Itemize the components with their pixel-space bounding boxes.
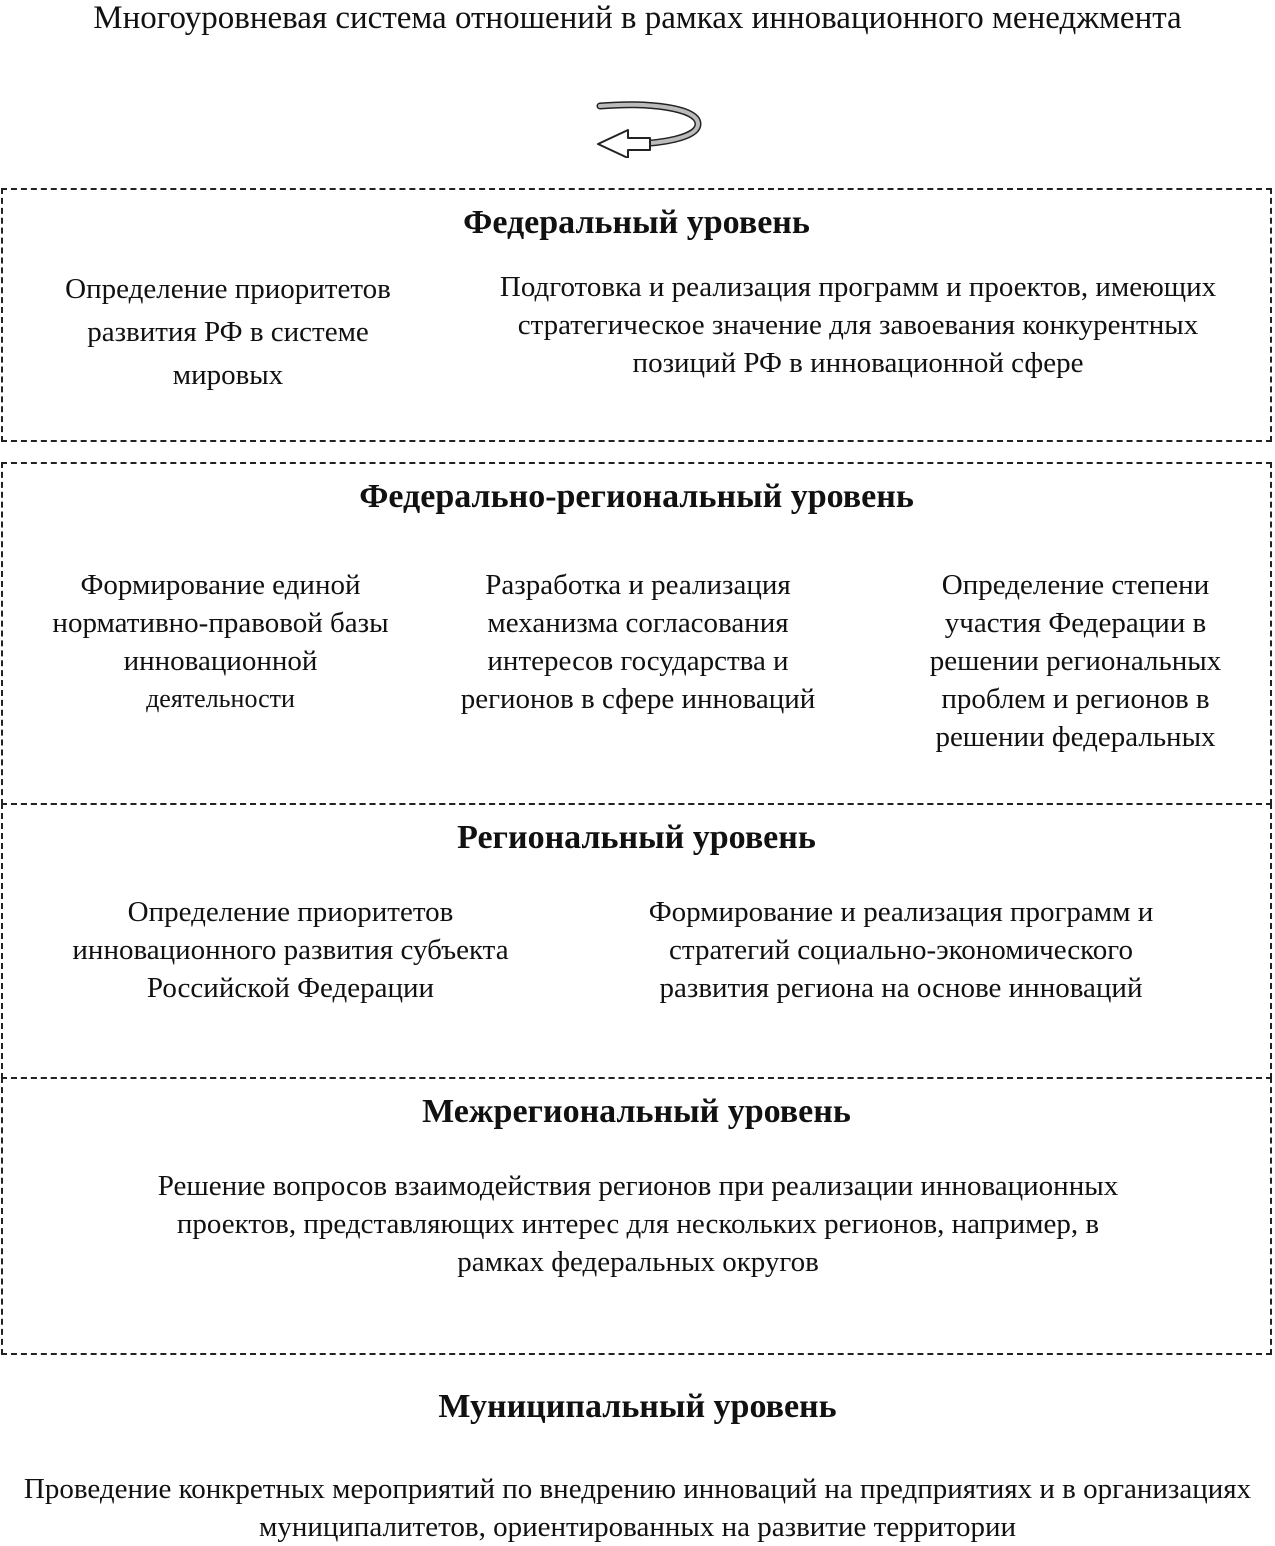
regional-level-box — [1, 803, 1272, 1079]
municipal-level-heading: Муниципальный уровень — [438, 1388, 837, 1425]
regional-item-2: Формирование и реализация программ и стратегий социально-экономического развития региона на основе инноваций — [648, 896, 1154, 1004]
cycle-arrow-icon — [590, 98, 710, 158]
interregional-level-heading: Межрегиональный уровень — [422, 1093, 851, 1130]
federal-regional-level-box — [1, 462, 1272, 805]
federal-regional-item-2: Разработка и реализация механизма согласования интересов государства и регионов в сфере инноваций — [460, 569, 816, 715]
diagram-title: Многоуровневая система отношений в рамках инновационного менеджмента — [93, 0, 1182, 36]
regional-level-heading: Региональный уровень — [457, 819, 816, 856]
federal-level-heading: Федеральный уровень — [463, 204, 810, 241]
interregional-item-1: Решение вопросов взаимодействия регионов при реализации инновационных проектов, представляющих интерес для нескольких регионов, например, в рамках федеральных округов — [157, 1170, 1119, 1278]
interregional-level-box — [1, 1077, 1272, 1355]
federal-item-1: Определение приоритетов развития РФ в системе мировых — [65, 273, 391, 391]
federal-level-box — [1, 188, 1272, 442]
federal-regional-item-3: Определение степени участия Федерации в решении региональных проблем и регионов в решении федеральных — [929, 569, 1222, 753]
federal-regional-level-heading: Федерально-региональный уровень — [359, 478, 914, 515]
municipal-item-1: Проведение конкретных мероприятий по внедрению инноваций на предприятиях и в организациях муниципалитетов, ориентированных на развитие территории — [23, 1473, 1252, 1543]
federal-item-2: Подготовка и реализация программ и проектов, имеющих стратегическое значение для завоевания конкурентных позиций РФ в инновационной сфере — [499, 271, 1217, 379]
federal-regional-item-1-tail: деятельности — [146, 684, 295, 713]
regional-item-1: Определение приоритетов инновационного развития субъекта Российской Федерации — [72, 896, 509, 1004]
federal-regional-item-1: Формирование единой нормативно-правовой базы инновационной — [52, 569, 389, 677]
